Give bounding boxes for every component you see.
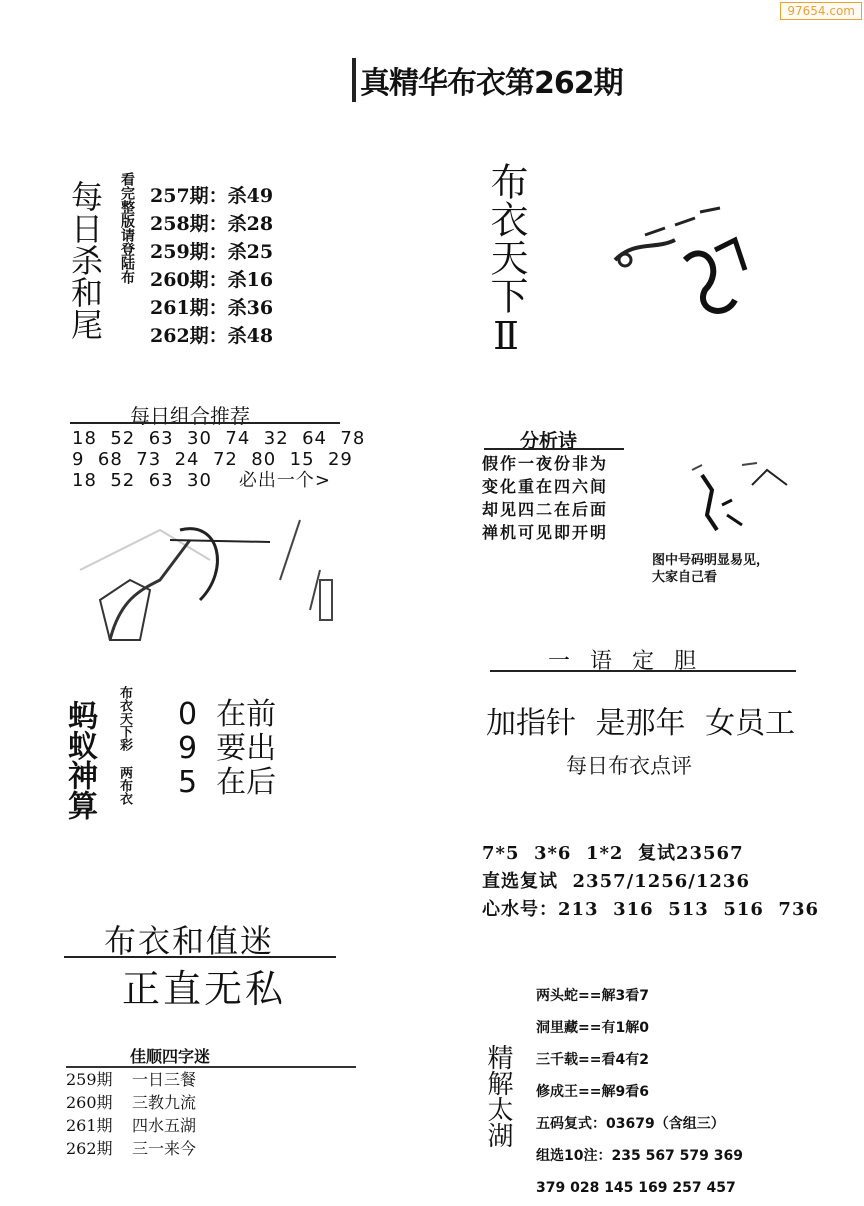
- jinghua-list: [536, 980, 743, 1204]
- buyi-heading: 布衣天下Ⅱ: [484, 162, 528, 358]
- period-label: 261期: [66, 1116, 113, 1135]
- yiyu-title: 一语定胆: [548, 649, 717, 674]
- yiyu-subtitle: 每日布衣点评: [566, 754, 692, 778]
- period-label: 259期: [66, 1070, 113, 1089]
- jinghua-row: 修成王==解9看6: [536, 1084, 649, 1100]
- ink-drawing-illustration: [585, 180, 795, 330]
- period-label: 262期: [66, 1139, 113, 1158]
- poem-lines: [482, 452, 608, 544]
- phrase: 三教九流: [132, 1093, 197, 1112]
- poem-note-line: 大家自己看: [652, 570, 718, 585]
- picks-list: [482, 840, 819, 924]
- yiyu-divider: [490, 670, 796, 672]
- list-item: [66, 1137, 196, 1160]
- pick-row: 7*5 3*6 1*2 复试23567: [482, 843, 744, 864]
- jinghua-row: 组选10注：235 567 579 369: [536, 1148, 743, 1164]
- jinghua-heading: 精解太湖: [483, 1044, 513, 1148]
- poem-line: 禅机可见即开明: [482, 523, 609, 542]
- four-char-list: [66, 1068, 196, 1160]
- combo-list: [72, 428, 365, 491]
- ant-row: 9 要出: [178, 731, 277, 766]
- poem-note-line: 图中号码明显易见，: [652, 553, 770, 568]
- page-title: 真精华布衣第262期: [352, 58, 623, 102]
- ant-heading: 蚂蚁神算: [62, 700, 97, 820]
- jinghua-row: 洞里藏==有1解0: [536, 1020, 649, 1036]
- poem-divider: [484, 448, 624, 450]
- kill-row: 258期：杀28: [150, 213, 274, 235]
- jinghua-row: 379 028 145 169 257 457: [536, 1180, 736, 1196]
- poem-note: [652, 552, 769, 586]
- jinghua-row: 两头蛇==解3看7: [536, 988, 649, 1004]
- site-watermark: 97654.com: [780, 2, 862, 20]
- list-item: [66, 1114, 196, 1137]
- jinghua-row: 三千载==看4有2: [536, 1052, 649, 1068]
- jinghua-row: 五码复式：03679（含组三）: [536, 1116, 725, 1132]
- poem-line: 变化重在四六间: [482, 477, 609, 496]
- phrase: 一日三餐: [132, 1070, 197, 1089]
- poem-title: 分析诗: [520, 430, 578, 452]
- poem-illustration: [672, 455, 802, 535]
- kill-row: 257期：杀49: [150, 185, 274, 207]
- daily-kill-side-note: 看完整版请登陆布: [119, 172, 135, 284]
- list-item: [66, 1091, 196, 1114]
- combo-row: 18 52 63 30 74 32 64 78: [72, 428, 366, 449]
- pick-row: 心水号：213 316 513 516 736: [482, 899, 819, 920]
- kill-row: 262期：杀48: [150, 325, 274, 347]
- phrase: 四水五湖: [132, 1116, 197, 1135]
- riddle-title: 布衣和值迷: [104, 922, 275, 960]
- four-char-title: 佳顺四字迷: [130, 1047, 211, 1066]
- ant-list: [178, 698, 276, 800]
- ant-row: 0 在前: [178, 697, 277, 732]
- pick-row: 直选复试 2357/1256/1236: [482, 871, 750, 892]
- combo-row: 9 68 73 24 72 80 15 29: [72, 449, 353, 470]
- daily-kill-list: [150, 182, 273, 350]
- phrase: 三一来今: [132, 1139, 197, 1158]
- archer-illustration: [70, 500, 350, 650]
- period-label: 260期: [66, 1093, 113, 1112]
- combo-row: 18 52 63 30 必出一个>: [72, 470, 331, 491]
- combo-divider: [70, 422, 340, 424]
- kill-row: 261期：杀36: [150, 297, 274, 319]
- combo-title: 每日组合推荐: [130, 404, 250, 428]
- ant-row: 5 在后: [178, 765, 277, 800]
- riddle-answer: 正直无私: [122, 967, 287, 1011]
- poem-line: 却见四二在后面: [482, 500, 609, 519]
- kill-row: 260期：杀16: [150, 269, 274, 291]
- list-item: [66, 1068, 196, 1091]
- yiyu-main: 加指针 是那年 女员工: [486, 706, 796, 741]
- ant-side-note: 布衣天下彩 两布衣: [117, 686, 132, 805]
- kill-row: 259期：杀25: [150, 241, 274, 263]
- daily-kill-heading: 每日杀和尾: [66, 180, 104, 340]
- poem-line: 假作一夜份非为: [482, 454, 609, 473]
